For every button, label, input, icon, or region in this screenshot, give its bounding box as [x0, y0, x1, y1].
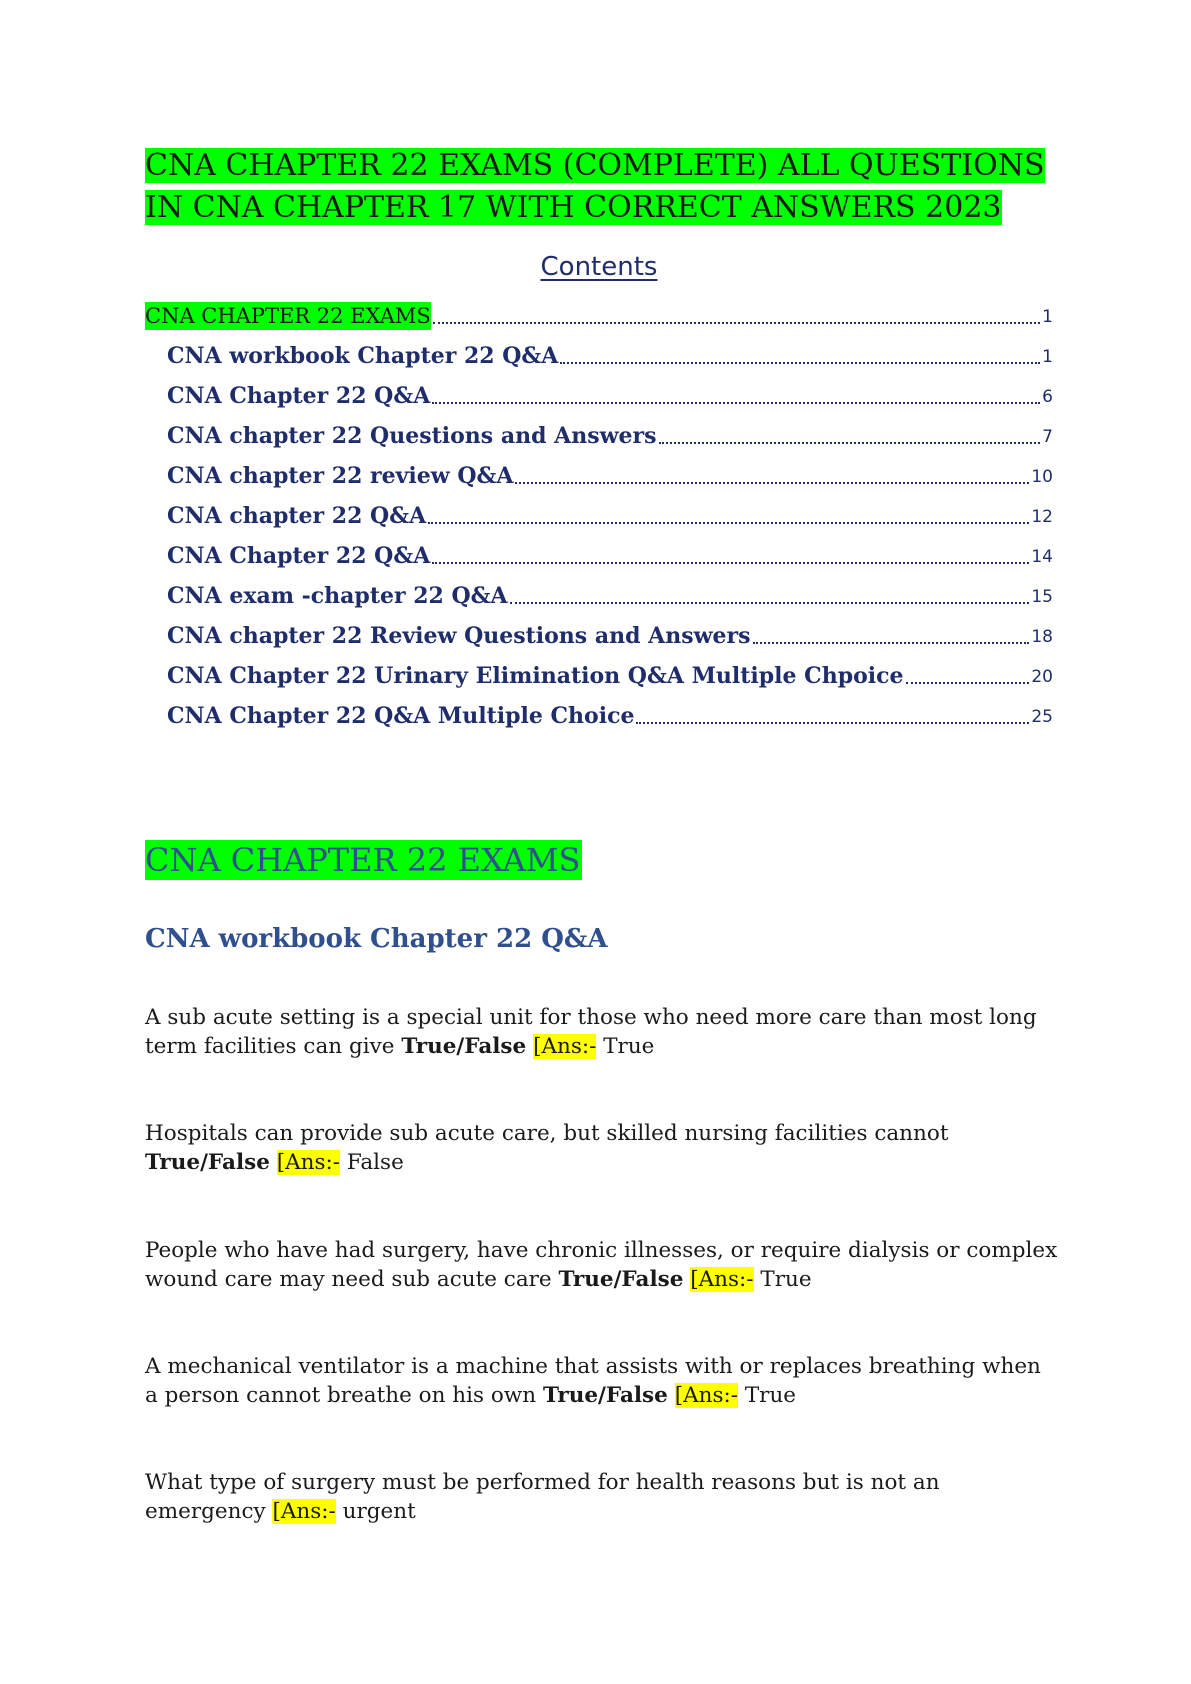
toc-entry-label[interactable]: CNA Chapter 22 Urinary Elimination Q&A Multiple Chpoice: [167, 663, 904, 689]
toc-entry-label[interactable]: CNA Chapter 22 Q&A: [167, 543, 431, 569]
question-text: People who have had surgery, have chronic illnesses, or require dialysis or complex wound care may need sub acute care: [145, 1238, 1058, 1292]
toc-entry[interactable]: [145, 410, 1053, 450]
toc-entry[interactable]: [145, 290, 1053, 330]
question-format: True/False: [145, 1150, 270, 1175]
answer-text: False: [346, 1150, 404, 1175]
toc-leader-dots: [659, 441, 1041, 444]
toc-entry-label[interactable]: CNA chapter 22 Questions and Answers: [167, 423, 657, 449]
toc-leader-dots: [432, 401, 1040, 404]
answer-text: True: [603, 1034, 655, 1059]
toc-leader-dots: [515, 481, 1029, 484]
toc-entry-page: 1: [1042, 347, 1053, 367]
toc-entry-page: 14: [1031, 547, 1053, 567]
toc-entry[interactable]: [145, 530, 1053, 570]
toc-entry[interactable]: [145, 370, 1053, 410]
answer-marker: [Ans:-: [276, 1150, 341, 1175]
question-text: Hospitals can provide sub acute care, but skilled nursing facilities cannot: [145, 1121, 949, 1146]
toc-entry[interactable]: [145, 610, 1053, 650]
table-of-contents: [145, 290, 1053, 730]
toc-entry-page: 7: [1042, 427, 1053, 447]
subsection-heading: CNA workbook Chapter 22 Q&A: [145, 924, 608, 954]
question-item: [145, 1468, 1060, 1526]
question-item: [145, 1003, 1060, 1061]
question-text: What type of surgery must be performed for health reasons but is not an emergency: [145, 1470, 940, 1524]
answer-marker: [Ans:-: [533, 1034, 597, 1059]
toc-entry-label[interactable]: CNA workbook Chapter 22 Q&A: [167, 343, 559, 369]
answer-text: True: [760, 1267, 812, 1292]
toc-entry-page: 1: [1042, 307, 1053, 327]
toc-leader-dots: [433, 321, 1040, 324]
answer-marker: [Ans:-: [272, 1499, 336, 1524]
toc-entry[interactable]: [145, 650, 1053, 690]
toc-entry-label[interactable]: CNA chapter 22 review Q&A: [167, 463, 514, 489]
title-line-1: CNA CHAPTER 22 EXAMS (COMPLETE) ALL QUESTIONS: [145, 148, 1045, 183]
toc-leader-dots: [753, 641, 1030, 644]
toc-entry-page: 15: [1031, 587, 1053, 607]
answer-marker: [Ans:-: [690, 1267, 754, 1292]
toc-entry-label[interactable]: CNA Chapter 22 Q&A: [167, 383, 431, 409]
question-format: True/False: [401, 1034, 527, 1059]
question-text: A mechanical ventilator is a machine that assists with or replaces breathing when a person cannot breathe on his own: [145, 1354, 1041, 1408]
toc-entry-page: 6: [1042, 387, 1053, 407]
toc-entry-page: 10: [1031, 467, 1053, 487]
title-line-2: IN CNA CHAPTER 17 WITH CORRECT ANSWERS 2023: [145, 190, 1002, 225]
answer-text: True: [744, 1383, 797, 1408]
toc-entry[interactable]: [145, 330, 1053, 370]
question-item: [145, 1352, 1060, 1410]
answer-marker: [Ans:-: [674, 1383, 738, 1408]
question-text: A sub acute setting is a special unit for those who need more care than most long term facilities can give: [145, 1005, 1037, 1059]
toc-entry-page: 12: [1031, 507, 1053, 527]
answer-text: urgent: [342, 1499, 416, 1524]
toc-entry-label[interactable]: CNA chapter 22 Review Questions and Answers: [167, 623, 751, 649]
toc-entry-label[interactable]: CNA Chapter 22 Q&A Multiple Choice: [167, 703, 635, 729]
toc-leader-dots: [906, 681, 1030, 684]
toc-entry[interactable]: [145, 690, 1053, 730]
toc-leader-dots: [636, 721, 1029, 724]
question-item: [145, 1119, 1060, 1177]
toc-entry-page: 25: [1031, 707, 1053, 727]
toc-entry[interactable]: [145, 450, 1053, 490]
toc-entry[interactable]: [145, 490, 1053, 530]
section-heading: CNA CHAPTER 22 EXAMS: [145, 841, 581, 879]
question-item: [145, 1236, 1060, 1294]
question-format: True/False: [558, 1267, 684, 1292]
question-format: True/False: [542, 1383, 668, 1408]
toc-entry[interactable]: [145, 570, 1053, 610]
toc-entry-page: 20: [1031, 667, 1053, 687]
toc-heading: Contents: [540, 252, 658, 282]
toc-leader-dots: [428, 521, 1029, 524]
document-title: [145, 145, 1065, 229]
toc-leader-dots: [432, 561, 1029, 564]
toc-entry-label[interactable]: CNA chapter 22 Q&A: [167, 503, 427, 529]
toc-leader-dots: [560, 361, 1040, 364]
toc-entry-label[interactable]: CNA CHAPTER 22 EXAMS: [145, 304, 431, 328]
toc-entry-page: 18: [1031, 627, 1053, 647]
toc-leader-dots: [510, 601, 1030, 604]
toc-entry-label[interactable]: CNA exam -chapter 22 Q&A: [167, 583, 508, 609]
